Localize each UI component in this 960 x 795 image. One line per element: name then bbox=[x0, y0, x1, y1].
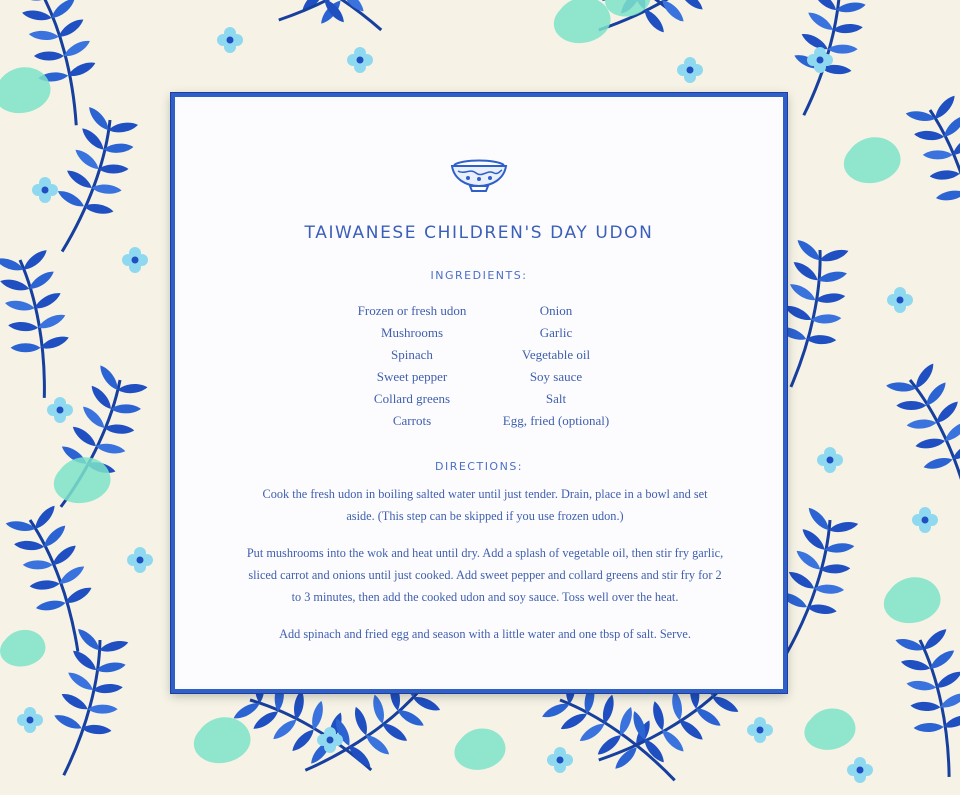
ingredient-item: Sweet pepper bbox=[376, 369, 448, 384]
ingredient-item: Onion bbox=[539, 303, 573, 318]
ingredients-list-right bbox=[466, 300, 646, 432]
recipe-card bbox=[171, 93, 787, 693]
ingredient-item: Salt bbox=[545, 391, 567, 406]
direction-step: Cook the fresh udon in boiling salted water until just tender. Drain, place in a bowl and set aside. (This step can be skipped if you use frozen udon.) bbox=[262, 487, 708, 523]
ingredients-heading: INGREDIENTS: bbox=[430, 269, 528, 282]
ingredient-item: Carrots bbox=[392, 413, 432, 428]
bowl-icon bbox=[448, 155, 510, 193]
ingredient-item: Soy sauce bbox=[529, 369, 583, 384]
direction-step: Add spinach and fried egg and season with a little water and one tbsp of salt. Serve. bbox=[279, 627, 691, 641]
ingredient-item: Mushrooms bbox=[380, 325, 444, 340]
direction-step: Put mushrooms into the wok and heat until dry. Add a splash of vegetable oil, then stir fry garlic, sliced carrot and onions until just cooked. Add sweet pepper and collard greens and stir fry for 2 to 3 minutes, then add the cooked udon and soy sauce. Toss well over the heat. bbox=[246, 546, 724, 604]
recipe-title: TAIWANESE CHILDREN'S DAY UDON bbox=[304, 223, 654, 243]
ingredient-item: Garlic bbox=[539, 325, 573, 340]
recipe-card-body bbox=[179, 101, 779, 685]
directions-heading: DIRECTIONS: bbox=[434, 460, 524, 473]
ingredient-item: Vegetable oil bbox=[521, 347, 591, 362]
ingredient-item: Spinach bbox=[391, 347, 433, 362]
ingredient-item: Collard greens bbox=[373, 391, 451, 406]
ingredient-item: Frozen or fresh udon bbox=[357, 303, 467, 318]
ingredient-item: Egg, fried (optional) bbox=[502, 413, 610, 428]
